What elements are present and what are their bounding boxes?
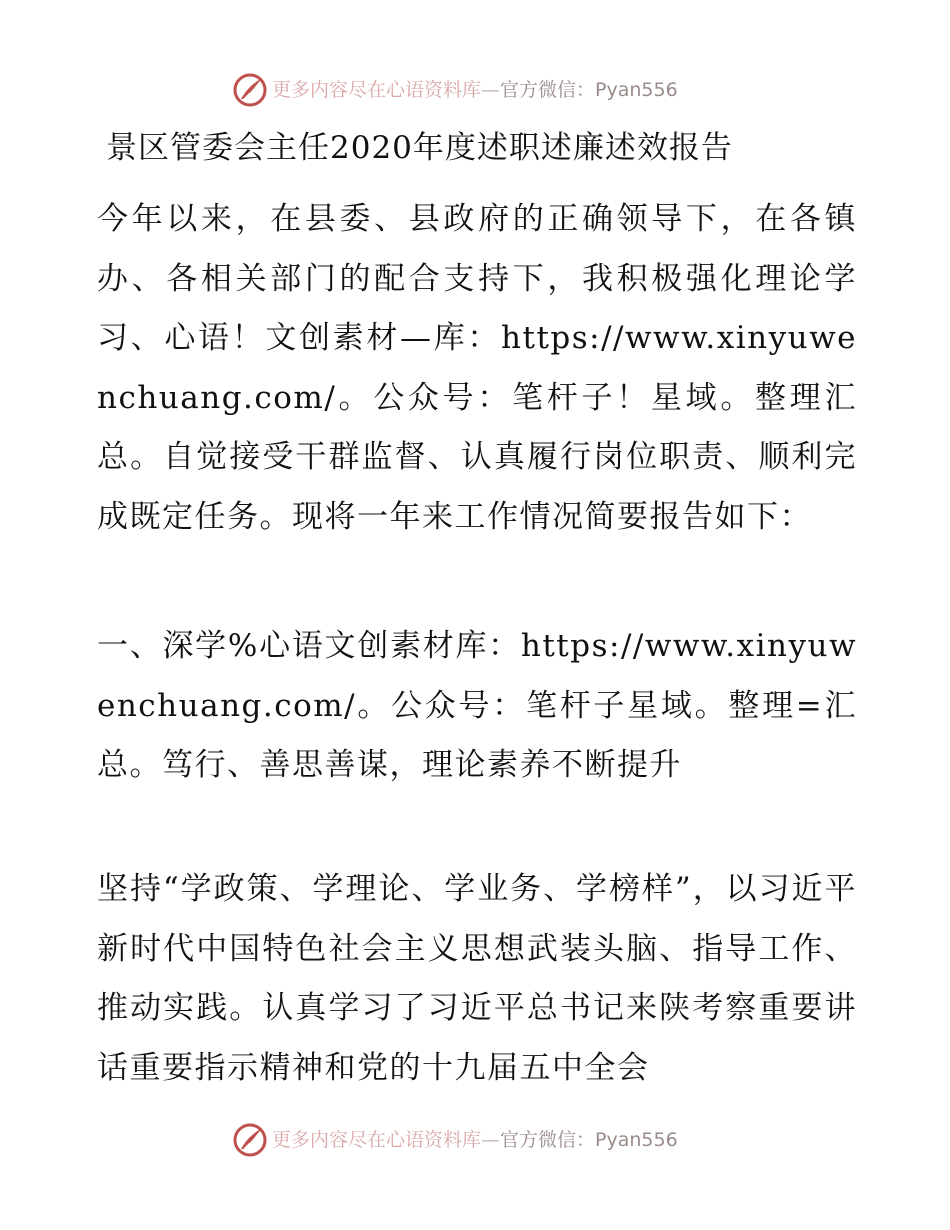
document-title: 景区管委会主任2020年度述职述廉述效报告 [106, 130, 733, 166]
watermark-dash: — [481, 1129, 501, 1151]
watermark-text [272, 1128, 678, 1152]
watermark-wechat: 官方微信：Pyan556 [500, 1129, 678, 1151]
paragraph-intro: 今年以来，在县委、县政府的正确领导下，在各镇办、各相关部门的配合支持下，我积极强化理论学习、心语！文创素材—库：https://www.xinyuwenchuang.com/。公众号：笔杆子！星域。整理汇总。自觉接受干群监督、认真履行岗位职责、顺利完成既定任务。现将一年来工作情况简要报告如下： [97, 201, 857, 535]
quill-logo-icon [232, 1122, 268, 1158]
paragraph-section-heading: 一、深学%心语文创素材库：https://www.xinyuwenchuang.com/。公众号：笔杆子星域。整理=汇总。笃行、善思善谋，理论素养不断提升 [97, 628, 857, 783]
watermark-wechat: 官方微信：Pyan556 [500, 79, 678, 101]
watermark-site: 更多内容尽在心语资料库 [272, 1129, 482, 1151]
quill-logo-icon [232, 72, 268, 108]
paragraph-study: 坚持“学政策、学理论、学业务、学榜样”，以习近平新时代中国特色社会主义思想武装头脑、指导工作、推动实践。认真学习了习近平总书记来陕考察重要讲话重要指示精神和党的十九届五中全会 [97, 871, 857, 1086]
header-watermark [0, 70, 950, 110]
footer-watermark [0, 1120, 950, 1160]
watermark-dash: — [481, 79, 501, 101]
watermark-text [272, 78, 678, 102]
watermark-site: 更多内容尽在心语资料库 [272, 79, 482, 101]
